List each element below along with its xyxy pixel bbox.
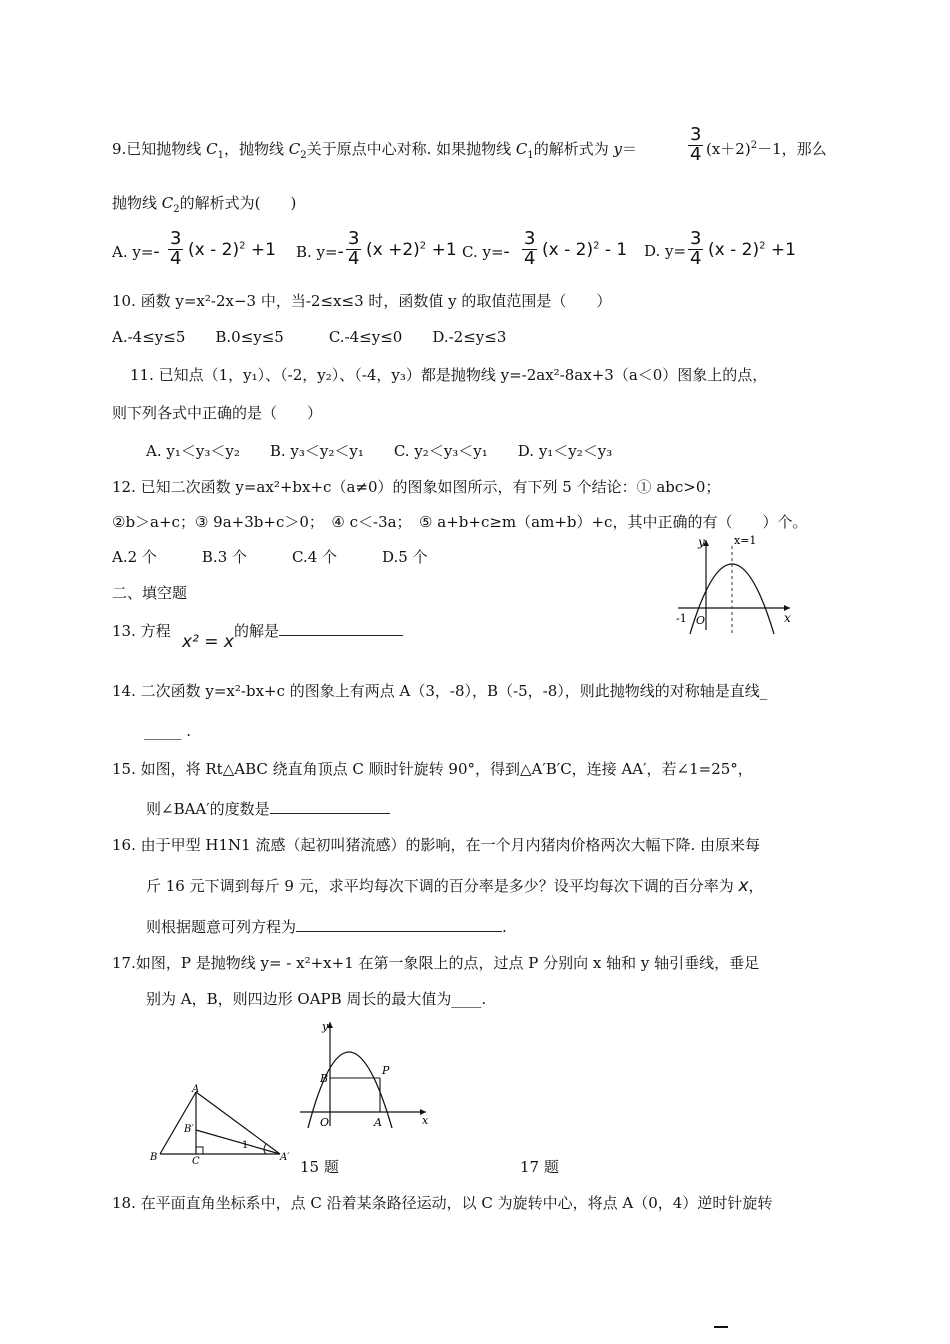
q9-opt-d-num: 3: [690, 228, 702, 249]
q9-line2-b: 的解析式为( ): [179, 194, 297, 212]
fig15-label-c: C: [192, 1156, 200, 1164]
fig15-label-b: B: [150, 1152, 158, 1163]
fig15-label-ap: A′: [280, 1152, 290, 1163]
q9-tail2: －1，那么: [757, 140, 827, 158]
q9-opt-c-end: - 1: [599, 240, 628, 260]
q9-text-c: 关于原点中心对称. 如果抛物线: [306, 140, 516, 158]
q16-var: x: [738, 876, 749, 896]
q12-y-label: y: [698, 535, 705, 549]
fig15-label-1: 1: [242, 1140, 249, 1151]
q9-opt-d-expr: [708, 240, 796, 260]
q9-option-c: [462, 242, 510, 262]
q9-opt-b-frac: [346, 230, 361, 269]
q9-opt-b-end: +1: [426, 240, 457, 260]
q12-origin: O: [696, 614, 706, 627]
q9-line1: 9.已知抛物线 $C_1$，抛物线 $C_2$关于原点中心对称. 如果抛物线 $C_1$的解析式为 y＝: [112, 140, 638, 161]
q9-opt-a-den: 4: [170, 247, 182, 269]
q9-opt-a-num: 3: [170, 228, 182, 249]
fig15-caption: 15 题: [300, 1158, 339, 1176]
q9-opt-b-sq: 2: [419, 240, 427, 252]
q9-text-a: 9.已知抛物线: [112, 140, 207, 158]
q9-opt-c-tail: (x - 2): [542, 240, 594, 260]
q16-line2: [146, 876, 764, 896]
q9-opt-a-minus: -: [153, 242, 160, 262]
q16-text2: 斤 16 元下调到每斤 9 元，求平均每次下调的百分率是多少？设平均每次下调的百分率为: [146, 877, 739, 895]
q14-text2: _____ .: [144, 722, 192, 740]
q9-c2b: C: [161, 194, 174, 212]
fig15-triangle: [148, 1084, 292, 1164]
fig17-label-b: B: [320, 1072, 329, 1085]
q9-c2: C: [288, 140, 301, 158]
q9-c1b: C: [515, 140, 528, 158]
q9-opt-c-frac: [522, 230, 537, 269]
q12-x-label: x: [784, 611, 791, 625]
q9-frac-num: 3: [690, 124, 702, 145]
q9-opt-c-sq: 2: [593, 240, 600, 252]
q15-text: 15. 如图，将 Rt△ABC 绕直角顶点 C 顺时针旋转 90°，得到△A′B′C，连接 AA′，若∠1=25°，: [112, 760, 753, 778]
fig15-side-ab: [160, 1092, 196, 1154]
q9-opt-a-end: +1: [245, 240, 276, 260]
fig15-side-ba: [196, 1130, 280, 1154]
q9-c1: C: [206, 140, 218, 158]
section-fill-in: 二、填空题: [112, 584, 188, 602]
q9-opt-d-tail: (x - 2): [708, 240, 760, 260]
q12-axis-label: x=1: [734, 534, 757, 547]
q17-text2: 别为 A，B，则四边形 OAPB 周长的最大值为____.: [146, 990, 487, 1008]
q16-line3: [146, 918, 507, 936]
q9-opt-d-label: D. y=: [644, 242, 687, 260]
bottom-mark: [714, 1326, 728, 1328]
q9-opt-d-den: 4: [690, 247, 702, 269]
q17-text: 17.如图，P 是抛物线 y= - x²+x+1 在第一象限上的点，过点 P 分别向 x 轴和 y 轴引垂线，垂足: [112, 954, 760, 972]
q9-opt-b-label: B. y=: [296, 243, 338, 261]
q9-opt-a-label: A. y=: [112, 243, 154, 261]
q9-option-a: [112, 242, 160, 262]
q10-options: A.-4≤y≤5 B.0≤y≤5 C.-4≤y≤0 D.-2≤y≤3: [112, 328, 507, 346]
q9-text-d: 的解析式为: [533, 140, 614, 158]
q13-equation: x² = x: [182, 632, 234, 652]
q9-opt-b-tail: (x +2): [366, 240, 420, 260]
q9-text-b: ，抛物线: [223, 140, 289, 158]
q9-line2-a: 抛物线: [112, 194, 162, 212]
q16-text2-end: ，: [748, 877, 764, 895]
q11-text2: 则下列各式中正确的是（ ）: [112, 404, 323, 422]
q15-answer-blank[interactable]: [270, 813, 390, 814]
q9-eq: ＝: [622, 140, 638, 158]
q9-option-b: [296, 242, 344, 262]
q9-opt-b-minus: -: [337, 242, 344, 262]
fig17-origin: O: [320, 1116, 330, 1128]
fig15-side-aa: [196, 1092, 280, 1154]
q9-tail: (x＋2): [706, 140, 751, 158]
q11-options: A. y₁＜y₃＜y₂ B. y₃＜y₂＜y₁ C. y₂＜y₃＜y₁ D. y₁＜y₂＜y₃: [146, 442, 613, 460]
q15-line2: [146, 800, 390, 818]
q13-suffix: 的解是: [234, 622, 280, 640]
q9-opt-c-num: 3: [524, 228, 536, 249]
q9-line1-tail: $(x+2)^2-1$，那么: [706, 140, 827, 158]
q9-opt-a-sq: 2: [239, 240, 246, 252]
fig17-label-p: P: [382, 1064, 390, 1077]
q9-opt-c-label: C. y=: [462, 243, 504, 261]
q9-opt-c-den: 4: [524, 247, 536, 269]
q9-opt-b-expr: [366, 240, 457, 260]
q12-parabola-graph: [672, 534, 802, 638]
q13-line: [112, 622, 171, 640]
q16-answer-blank[interactable]: [296, 931, 502, 932]
fig15-right-angle: [196, 1147, 203, 1154]
fig17-parabola: [296, 1016, 432, 1128]
q12-options: A.2 个 B.3 个 C.4 个 D.5 个: [112, 548, 428, 566]
q10-text: 10. 函数 y=x²-2x−3 中，当-2≤x≤3 时，函数值 y 的取值范围是（ ）: [112, 292, 612, 310]
q9-opt-d-frac: [688, 230, 703, 269]
q16-text3-end: .: [502, 918, 507, 936]
q9-opt-c-expr: [542, 240, 627, 260]
q14-text: 14. 二次函数 y=x²-bx+c 的图象上有两点 A（3，-8），B（-5，-8），则此抛物线的对称轴是直线_: [112, 682, 768, 700]
q9-y: y: [613, 140, 623, 158]
q11-text: 11. 已知点（1，y₁）、（-2，y₂）、（-4，y₃）都是抛物线 y=-2ax²-8ax+3（a＜0）图象上的点，: [130, 366, 768, 384]
q9-opt-a-expr: [188, 240, 276, 260]
q13-suffix-line: [234, 622, 403, 640]
q12-text: 12. 已知二次函数 y=ax²+bx+c（a≠0）的图象如图所示，有下列 5 个结论：① abc>0；: [112, 478, 721, 496]
q9-opt-b-num: 3: [348, 228, 360, 249]
q9-opt-c-minus: -: [503, 242, 510, 262]
q16-text: 16. 由于甲型 H1N1 流感（起初叫猪流感）的影响，在一个月内猪肉价格两次大幅下降. 由原来每: [112, 836, 760, 854]
q9-opt-b-den: 4: [348, 247, 360, 269]
q9-fraction: [688, 126, 703, 165]
fig17-x-label: x: [422, 1114, 429, 1127]
q16-text3: 则根据题意可列方程为: [146, 918, 297, 936]
q9-opt-a-frac: [168, 230, 183, 269]
q13-prefix: 13. 方程: [112, 622, 171, 640]
q9-opt-d-end: +1: [765, 240, 796, 260]
fig17-y-label: y: [322, 1020, 329, 1033]
q13-answer-blank[interactable]: [279, 635, 403, 636]
q9-opt-a-tail: (x - 2): [188, 240, 240, 260]
q9-opt-d-sq: 2: [759, 240, 766, 252]
fig15-label-a: A: [192, 1084, 200, 1095]
q12-text2: ②b＞a+c；③ 9a+3b+c＞0； ④ c＜-3a； ⑤ a+b+c≥m（am+b）+c，其中正确的有（ ）个。: [112, 513, 808, 531]
q12-neg-one: -1: [676, 612, 687, 625]
q9-line2: 抛物线 $C_2$的解析式为( ): [112, 194, 297, 215]
fig17-label-a: A: [374, 1116, 382, 1128]
q15-text2: 则∠BAA′的度数是: [146, 800, 270, 818]
fig15-angle-mark: [264, 1144, 266, 1154]
q9-option-d: [644, 242, 686, 260]
q18-text: 18. 在平面直角坐标系中，点 C 沿着某条路径运动，以 C 为旋转中心，将点 A（0，4）逆时针旋转: [112, 1194, 773, 1212]
q9-frac-den: 4: [690, 143, 702, 165]
fig17-caption: 17 题: [520, 1158, 559, 1176]
fig15-label-bp: B′: [184, 1124, 194, 1135]
